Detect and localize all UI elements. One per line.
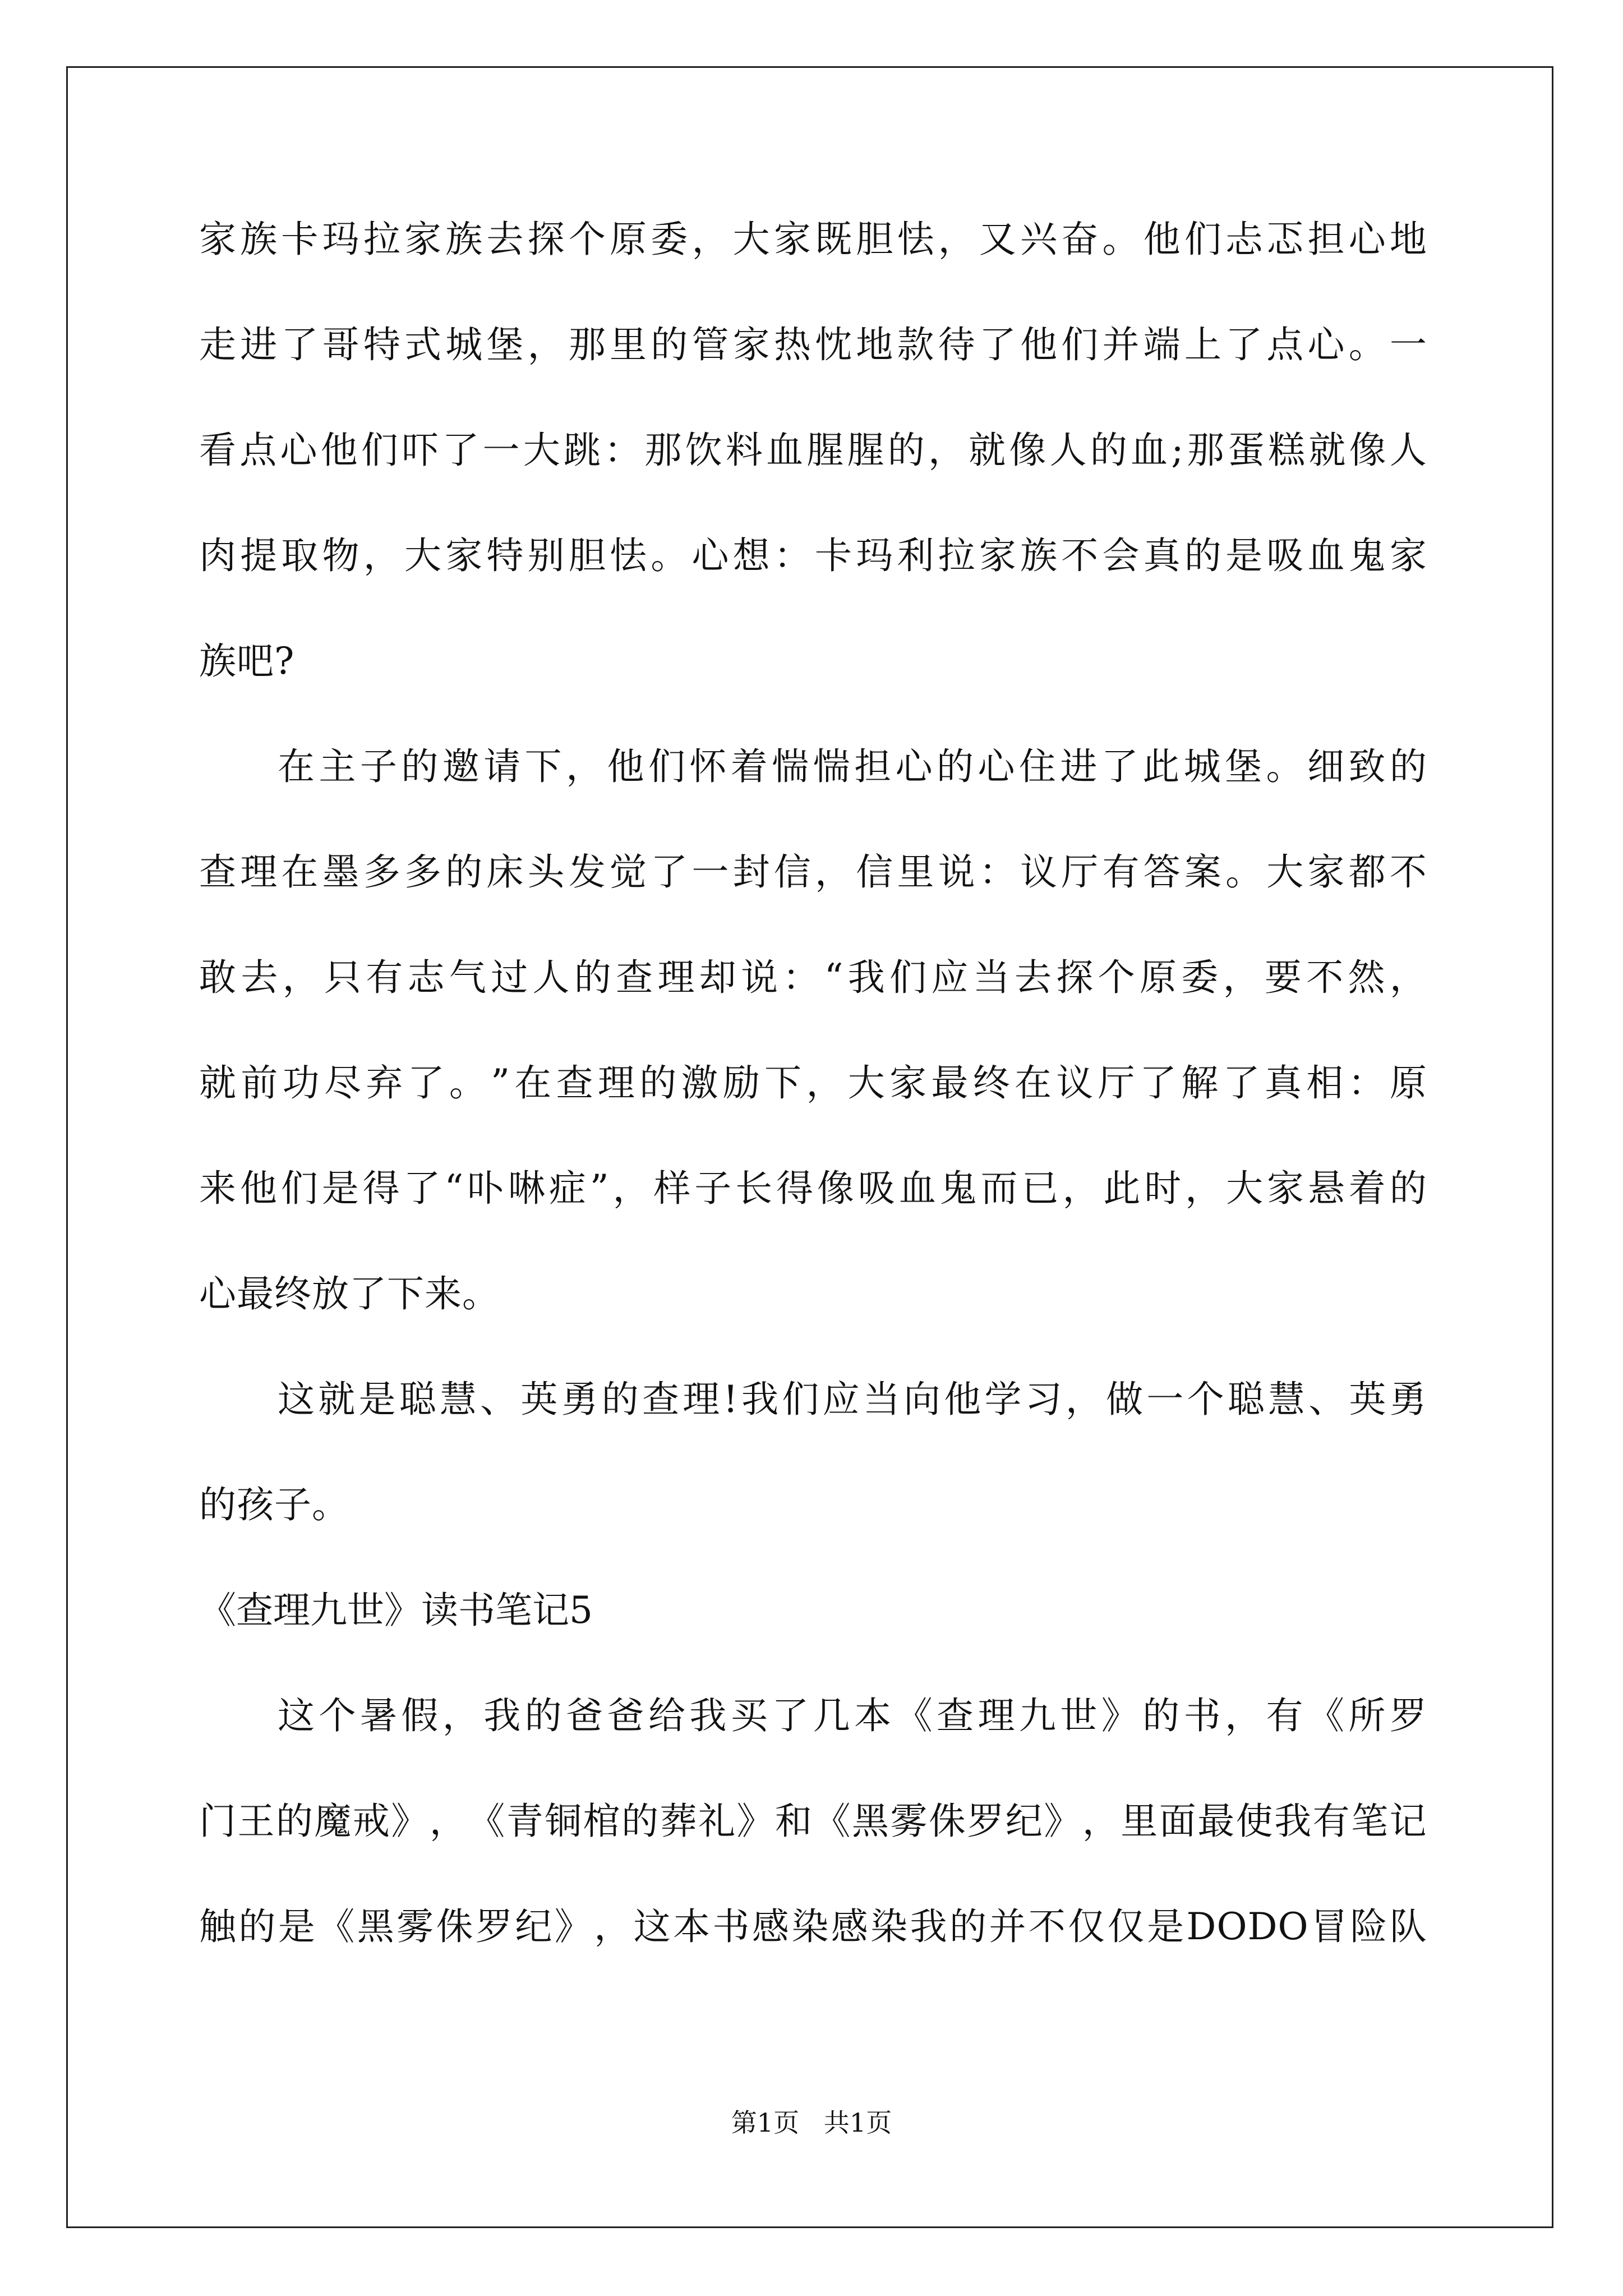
text-line: 族吧? xyxy=(199,639,295,683)
text-line: 家 族 卡 玛 拉 家 族 去 探 个 原 委 ， 大 家 既 胆 怯 ， 又 兴 奋 。 他 们 忐 忑 担 心 地 xyxy=(199,218,1427,261)
text-line: 的孩子。 xyxy=(199,1483,349,1526)
text-line: 肉 提 取 物 ， 大 家 特 别 胆 怯 。 心 想 ： 卡 玛 利 拉 家 族 不 会 真 的 是 吸 血 鬼 家 xyxy=(199,534,1427,577)
text-line: 门 王 的 魔 戒 》 ， 《 青 铜 棺 的 葬 礼 》 和 《 黑 雾 侏 罗 纪 》 ， 里 面 最 使 我 有 笔 记 xyxy=(199,1800,1427,1843)
text-line: 敢 去 ， 只 有 志 气 过 人 的 查 理 却 说 ： “ 我 们 应 当 去 探 个 原 委 ， 要 不 然 ， xyxy=(199,956,1427,999)
text-line: 来 他 们 是 得 了 “ 卟 啉 症 ” ， 样 子 长 得 像 吸 血 鬼 而 已 ， 此 时 ， 大 家 悬 着 的 xyxy=(199,1167,1427,1210)
page-footer: 第1页 共1页 xyxy=(731,2108,892,2138)
text-line: 触 的 是 《 黑 雾 侏 罗 纪 》 ， 这 本 书 感 染 感 染 我 的 并 不 仅 仅 是 DODO 冒 险 队 xyxy=(199,1905,1427,1948)
text-line: 在 主 子 的 邀 请 下 ， 他 们 怀 着 惴 惴 担 心 的 心 住 进 了 此 城 堡 。 细 致 的 xyxy=(278,745,1427,788)
text-line: 心最终放了下来。 xyxy=(199,1272,500,1315)
text-line: 看 点 心 他 们 吓 了 一 大 跳 ： 那 饮 料 血 腥 腥 的 ， 就 像 人 的 血 ; 那 蛋 糕 就 像 人 xyxy=(199,429,1427,472)
document-body xyxy=(199,213,1427,2006)
text-line: 走 进 了 哥 特 式 城 堡 ， 那 里 的 管 家 热 忱 地 款 待 了 他 们 并 端 上 了 点 心 。 一 xyxy=(199,323,1427,366)
text-line: 就 前 功 尽 弃 了 。 ” 在 查 理 的 激 励 下 ， 大 家 最 终 在 议 厅 了 解 了 真 相 ： 原 xyxy=(199,1061,1427,1105)
section-heading: 《查理九世》读书笔记5 xyxy=(199,1589,593,1632)
text-line: 这 个 暑 假 ， 我 的 爸 爸 给 我 买 了 几 本 《 查 理 九 世 》 的 书 ， 有 《 所 罗 xyxy=(278,1694,1427,1737)
text-line: 这 就 是 聪 慧 、 英 勇 的 查 理 ! 我 们 应 当 向 他 学 习 ， 做 一 个 聪 慧 、 英 勇 xyxy=(278,1378,1427,1421)
text-line: 查 理 在 墨 多 多 的 床 头 发 觉 了 一 封 信 ， 信 里 说 ： 议 厅 有 答 案 。 大 家 都 不 xyxy=(199,850,1427,894)
